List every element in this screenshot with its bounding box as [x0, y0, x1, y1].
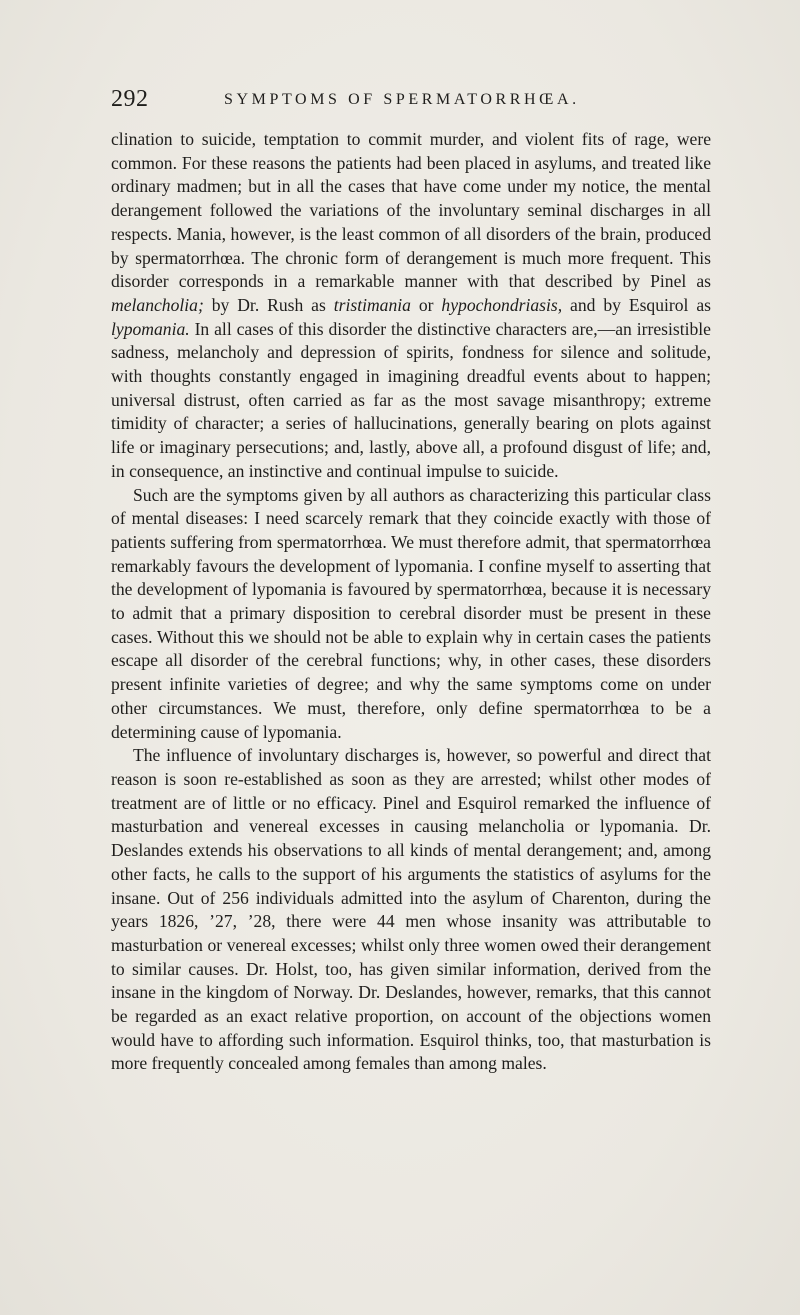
- running-title: SYMPTOMS OF SPERMATORRHŒA.: [224, 91, 580, 108]
- text-run: The influence of involuntary discharges is, however, so powerful and direct that reason is soon re-established as soon as they are arrested; whilst other modes of treatment are of little or no efficacy. Pinel and Esquirol remarked the influence of masturbation and venereal excesses in causing melancholia or lypomania. Dr. Deslandes extends his observations to all kinds of mental derangement; and, among other facts, he calls to the support of his arguments the statistics of asylums for the insane. Out of 256 individuals admitted into the asylum of Charenton, during the years 1826, ’27, ’28, there were 44 men whose insanity was attributable to masturbation or venereal excesses; whilst only three women owed their derangement to similar causes. Dr. Holst, too, has given similar information, derived from the insane in the kingdom of Norway. Dr. Deslandes, however, remarks, that this cannot be regarded as an exact relative proportion, on account of the objections women would have to affording such information. Esquirol thinks, too, that masturbation is more frequently concealed among females than among males.: [111, 745, 711, 1074]
- italic-term: melancholia;: [111, 294, 204, 315]
- text-run: by Dr. Rush as: [203, 294, 334, 315]
- italic-term: hypochondriasis,: [441, 294, 563, 315]
- italic-term: tristimania: [333, 294, 411, 315]
- italic-term: lypomania.: [111, 318, 190, 339]
- paragraph-1: [111, 128, 711, 484]
- page-number: 292: [111, 86, 149, 112]
- text-run: In all cases of this disorder the distinctive characters are,—an irresistible sadness, melancholy and depression of spirits, fondness for silence and solitude, with thoughts constantly engaged in imagining dreadful events about to happen; universal distrust, often carried as far as the most savage misanthropy; extreme timidity of character; a series of hallucinations, generally bearing on plots against life or imaginary persecutions; and, lastly, above all, a profound disgust of life; and, in consequence, an instinctive and continual impulse to suicide.: [111, 318, 711, 481]
- text-run: clination to suicide, temptation to commit murder, and violent fits of rage, were common. For these reasons the patients had been placed in asylums, and treated like ordinary madmen; but in all the cases that have come under my notice, the mental derangement followed the variations of the involuntary seminal discharges in all respects. Mania, however, is the least common of all disorders of the brain, produced by spermatorrhœa. The chronic form of derangement is much more frequent. This disorder corresponds in a remarkable manner with that described by Pinel as: [111, 129, 711, 292]
- paragraph-3: [111, 744, 711, 1076]
- text-run: and by Esquirol as: [562, 294, 711, 315]
- paragraph-2: [111, 484, 711, 745]
- text-run: Such are the symptoms given by all authors as characterizing this particular class of mental diseases: I need scarcely remark that they coincide exactly with those of patients suffering from spermatorrhœa. We must therefore admit, that spermatorrhœa remarkably favours the development of lypomania. I confine myself to asserting that the development of lypomania is favoured by spermatorrhœa, because it is necessary to admit that a primary disposition to cerebral disorder must be present in these cases. Without this we should not be able to explain why in certain cases the patients escape all disorder of the cerebral functions; why, in other cases, these disorders present infinite varieties of degree; and why the same symptoms come on under other circumstances. We must, therefore, only define spermatorrhœa to be a determining cause of lypomania.: [111, 484, 711, 742]
- body-text: [111, 128, 711, 1076]
- text-run: or: [410, 294, 442, 315]
- running-head: [111, 86, 711, 112]
